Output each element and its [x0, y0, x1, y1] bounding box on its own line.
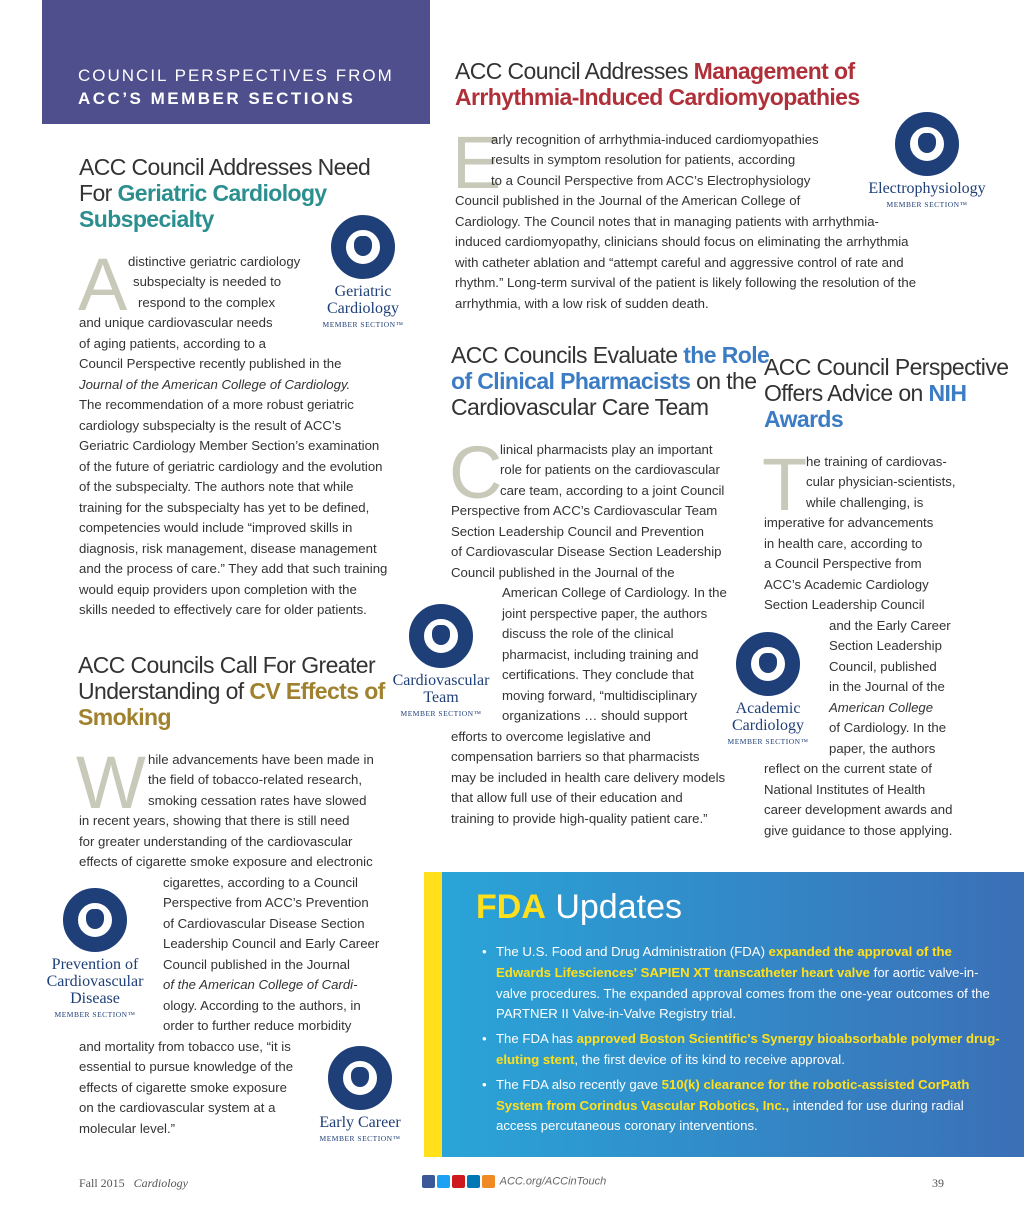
text-line: subspecialty is needed to: [133, 274, 282, 289]
title-part: ACC Councils Evaluate: [451, 342, 684, 368]
text-line: diagnosis, risk management, disease management: [79, 541, 377, 556]
text-line: give guidance to those applying.: [764, 823, 953, 838]
title-part: ACC Council Addresses: [455, 58, 694, 84]
text-line: of the American College of Cardi-: [163, 977, 358, 992]
item-text: The FDA has: [496, 1031, 577, 1047]
text-line: induced cardiomyopathy, clinicians should focus on eliminating the arrhythmia: [455, 234, 909, 249]
early-career-logo: [314, 1046, 406, 1143]
logo-name: Prevention of Cardiovascular Disease: [46, 956, 144, 1007]
acc-seal-icon: [895, 112, 959, 176]
text-line: Journal of the American College of Cardiology.: [79, 377, 351, 392]
text-line: of aging patients, according to a: [79, 336, 266, 351]
text-line: skills needed to effectively care for older patients.: [79, 602, 367, 617]
text-line: in health care, according to: [764, 536, 923, 551]
text-line: of Cardiovascular Disease Section: [163, 916, 365, 931]
acc-seal-icon: [736, 632, 800, 696]
text-line: Perspective from ACC’s Prevention: [163, 895, 369, 910]
text-line: of Cardiology. In the: [829, 720, 947, 735]
text-line: ACC’s Academic Cardiology: [764, 577, 929, 592]
text-line: the field of tobacco-related research,: [148, 772, 363, 787]
list-item: [482, 1075, 1002, 1137]
item-text: for aortic valve-in-valve procedures. The expanded approval comes from the one-year outcomes of the PARTNER II Valve-in-Valve Registry trial.: [496, 964, 990, 1022]
text-line: of the future of geriatric cardiology and the evolution: [79, 459, 383, 474]
cardiovascular-team-logo: [386, 604, 496, 718]
text-line: a Council Perspective from: [764, 556, 922, 571]
acc-seal-icon: [409, 604, 473, 668]
title-highlight: Management of: [693, 58, 855, 84]
item-highlight: 510(k) clearance for the robotic-assisted CorPath System from Corindus Vascular Robotics, Inc.,: [496, 1076, 970, 1113]
text-line: discuss the role of the clinical: [502, 626, 674, 641]
academic-cardiology-logo: [722, 632, 814, 746]
title-part: on the: [690, 368, 757, 394]
text-line: training to provide high-quality patient care.”: [451, 811, 708, 826]
arrhythmia-title: [455, 58, 860, 110]
list-item: [482, 942, 1002, 1025]
text-line: with catheter ablation and “attempt careful and aggressive control of rate and: [455, 255, 904, 270]
text-line: career development awards and: [764, 802, 953, 817]
smoking-title: [78, 652, 385, 730]
text-line: moving forward, “multidisciplinary: [502, 688, 697, 703]
text-line: training for the subspecialty has yet to be defined,: [79, 500, 370, 515]
text-line: in the Journal of the: [829, 679, 945, 694]
item-text: , the first device of its kind to receive approval.: [574, 1051, 845, 1067]
text-line: organizations … should support: [502, 708, 688, 723]
logo-name: Geriatric Cardiology: [327, 283, 399, 317]
text-line: would equip providers upon completion with the: [79, 582, 357, 597]
text-line: rhythm.” Long-term survival of the patient is likely following the resolution of the: [455, 275, 917, 290]
fda-accent-bar: [424, 872, 442, 1157]
linkedin-icon[interactable]: [467, 1175, 480, 1188]
text-line: Council, published: [829, 659, 937, 674]
nih-title: [764, 354, 1008, 432]
text-line: respond to the complex: [138, 295, 276, 310]
text-line: arly recognition of arrhythmia-induced cardiomyopathies: [491, 132, 819, 147]
text-line: American College: [829, 700, 934, 715]
logo-sub: MEMBER SECTION™: [54, 1010, 136, 1019]
text-line: Council published in the Journal of the: [451, 565, 675, 580]
dropcap: C: [449, 431, 503, 514]
text-line: and the process of care.” They add that such training: [79, 561, 388, 576]
youtube-icon[interactable]: [452, 1175, 465, 1188]
issue-label: Fall 2015: [79, 1176, 125, 1190]
title-part: Understanding of: [78, 678, 250, 704]
item-text: intended for use during radial access percutaneous coronary interventions.: [496, 1097, 964, 1134]
prevention-logo: [40, 888, 150, 1019]
text-line: certifications. They conclude that: [502, 667, 694, 682]
rss-icon[interactable]: [482, 1175, 495, 1188]
text-line: that allow full use of their education and: [451, 790, 683, 805]
banner-line2: ACC’S MEMBER SECTIONS: [78, 89, 356, 108]
text-line: while challenging, is: [806, 495, 924, 510]
title-highlight: CV Effects of: [249, 678, 385, 704]
geriatric-cardiology-logo: [318, 215, 408, 329]
title-highlight: of Clinical Pharmacists: [451, 368, 691, 394]
dropcap: T: [762, 443, 808, 526]
fda-updates-box: [424, 872, 1024, 1157]
logo-name: Electrophysiology: [868, 180, 986, 197]
logo-name: Cardiovascular Team: [392, 672, 490, 706]
list-item: [482, 1029, 1002, 1071]
dropcap: A: [78, 243, 128, 326]
title-highlight: Smoking: [78, 704, 171, 730]
logo-name: Academic Cardiology: [732, 700, 804, 734]
text-line: cardiology subspecialty is the result of ACC’s: [79, 418, 342, 433]
text-line: and mortality from tobacco use, “it is: [79, 1039, 291, 1054]
text-line: of Cardiovascular Disease Section Leadership: [451, 544, 722, 559]
fda-list: [482, 942, 1002, 1141]
title-highlight: Awards: [764, 406, 844, 432]
text-line: may be included in health care delivery models: [451, 770, 726, 785]
text-line: linical pharmacists play an important: [500, 442, 713, 457]
text-line: Perspective from ACC’s Cardiovascular Team: [451, 503, 718, 518]
acc-seal-icon: [328, 1046, 392, 1110]
logo-name: Early Career: [319, 1114, 401, 1131]
text-line: in recent years, showing that there is still need: [79, 813, 350, 828]
text-line: for greater understanding of the cardiovascular: [79, 834, 353, 849]
title-highlight: NIH: [928, 380, 967, 406]
text-line: effects of cigarette smoke exposure: [79, 1080, 287, 1095]
item-text: The FDA also recently gave: [496, 1076, 662, 1092]
facebook-icon[interactable]: [422, 1175, 435, 1188]
title-line: ACC Council Addresses Need: [79, 154, 371, 180]
logo-sub: MEMBER SECTION™: [886, 200, 968, 209]
text-line: care team, according to a joint Council: [500, 483, 725, 498]
text-line: reflect on the current state of: [764, 761, 932, 776]
title-highlight: Geriatric Cardiology: [117, 180, 327, 206]
dropcap: E: [452, 121, 502, 204]
text-line: Leadership Council and Early Career: [163, 936, 380, 951]
title-highlight: Subspecialty: [79, 206, 214, 232]
logo-sub: MEMBER SECTION™: [319, 1134, 401, 1143]
item-highlight: approved Boston Scientific's Synergy bioabsorbable polymer drug-eluting stent: [496, 1031, 1000, 1067]
text-line: and the Early Career: [829, 618, 951, 633]
title-highlight: Arrhythmia-Induced Cardiomyopathies: [455, 84, 860, 110]
title-line: ACC Council Perspective: [764, 354, 1009, 380]
text-line: distinctive geriatric cardiology: [128, 254, 301, 269]
text-line: Geriatric Cardiology Member Section’s examination: [79, 438, 380, 453]
title-line: Cardiovascular Care Team: [451, 394, 709, 420]
text-line: Council published in the Journal: [163, 957, 350, 972]
banner-line1: COUNCIL PERSPECTIVES FROM: [78, 66, 394, 85]
title-highlight: FDA: [476, 888, 546, 926]
text-line: essential to pursue knowledge of the: [79, 1059, 294, 1074]
title-highlight: the Role: [683, 342, 770, 368]
text-line: Section Leadership: [829, 638, 942, 653]
title-part: Offers Advice on: [764, 380, 929, 406]
text-line: National Institutes of Health: [764, 782, 926, 797]
dropcap: W: [76, 741, 146, 824]
text-line: pharmacist, including training and: [502, 647, 699, 662]
text-line: paper, the authors: [829, 741, 936, 756]
text-line: Cardiology. The Council notes that in managing patients with arrhythmia-: [455, 214, 879, 229]
magazine-label: Cardiology: [133, 1176, 188, 1190]
text-line: compensation barriers so that pharmacists: [451, 749, 700, 764]
text-line: Section Leadership Council and Prevention: [451, 524, 704, 539]
text-line: cigarettes, according to a Council: [163, 875, 358, 890]
text-line: results in symptom resolution for patients, according: [491, 152, 796, 167]
title-part: Updates: [545, 888, 682, 926]
text-line: The recommendation of a more robust geriatric: [79, 397, 354, 412]
fda-title: [476, 888, 682, 927]
electrophysiology-logo: [862, 112, 992, 209]
text-line: arrhythmia, with a low risk of sudden death.: [455, 296, 709, 311]
text-line: Council Perspective recently published in the: [79, 356, 342, 371]
logo-sub: MEMBER SECTION™: [727, 737, 809, 746]
text-line: Section Leadership Council: [764, 597, 925, 612]
logo-sub: MEMBER SECTION™: [400, 709, 482, 718]
footer-social: [422, 1175, 606, 1188]
item-text: The U.S. Food and Drug Administration (FDA): [496, 944, 769, 959]
text-line: of the subspecialty. The authors note that while: [79, 479, 354, 494]
text-line: order to further reduce morbidity: [163, 1018, 352, 1033]
text-line: joint perspective paper, the authors: [502, 606, 708, 621]
footer-issue: [79, 1176, 188, 1191]
text-line: efforts to overcome legislative and: [451, 729, 651, 744]
text-line: cular physician-scientists,: [806, 474, 956, 489]
text-line: smoking cessation rates have slowed: [148, 793, 367, 808]
footer-link[interactable]: ACC.org/ACCinTouch: [499, 1175, 607, 1188]
acc-seal-icon: [63, 888, 127, 952]
twitter-icon[interactable]: [437, 1175, 450, 1188]
text-line: effects of cigarette smoke exposure and electronic: [79, 854, 373, 869]
text-line: molecular level.”: [79, 1121, 176, 1136]
text-line: he training of cardiovas-: [806, 454, 947, 469]
text-line: ology. According to the authors, in: [163, 998, 361, 1013]
text-line: on the cardiovascular system at a: [79, 1100, 276, 1115]
text-line: imperative for advancements: [764, 515, 934, 530]
page-number: 39: [932, 1176, 944, 1190]
text-line: hile advancements have been made in: [148, 752, 374, 767]
logo-sub: MEMBER SECTION™: [322, 320, 404, 329]
text-line: to a Council Perspective from ACC’s Electrophysiology: [491, 173, 811, 188]
title-line: ACC Councils Call For Greater: [78, 652, 376, 678]
text-line: and unique cardiovascular needs: [79, 315, 273, 330]
acc-seal-icon: [331, 215, 395, 279]
title-part: For: [79, 180, 118, 206]
pharmacists-title: [451, 342, 769, 420]
text-line: competencies would include “improved skills in: [79, 520, 353, 535]
text-line: role for patients on the cardiovascular: [500, 462, 720, 477]
text-line: American College of Cardiology. In the: [502, 585, 727, 600]
item-highlight: expanded the approval of the Edwards Lifesciences' SAPIEN XT transcatheter heart valve: [496, 944, 952, 980]
section-banner: [42, 0, 430, 124]
text-line: Council published in the Journal of the American College of: [455, 193, 801, 208]
